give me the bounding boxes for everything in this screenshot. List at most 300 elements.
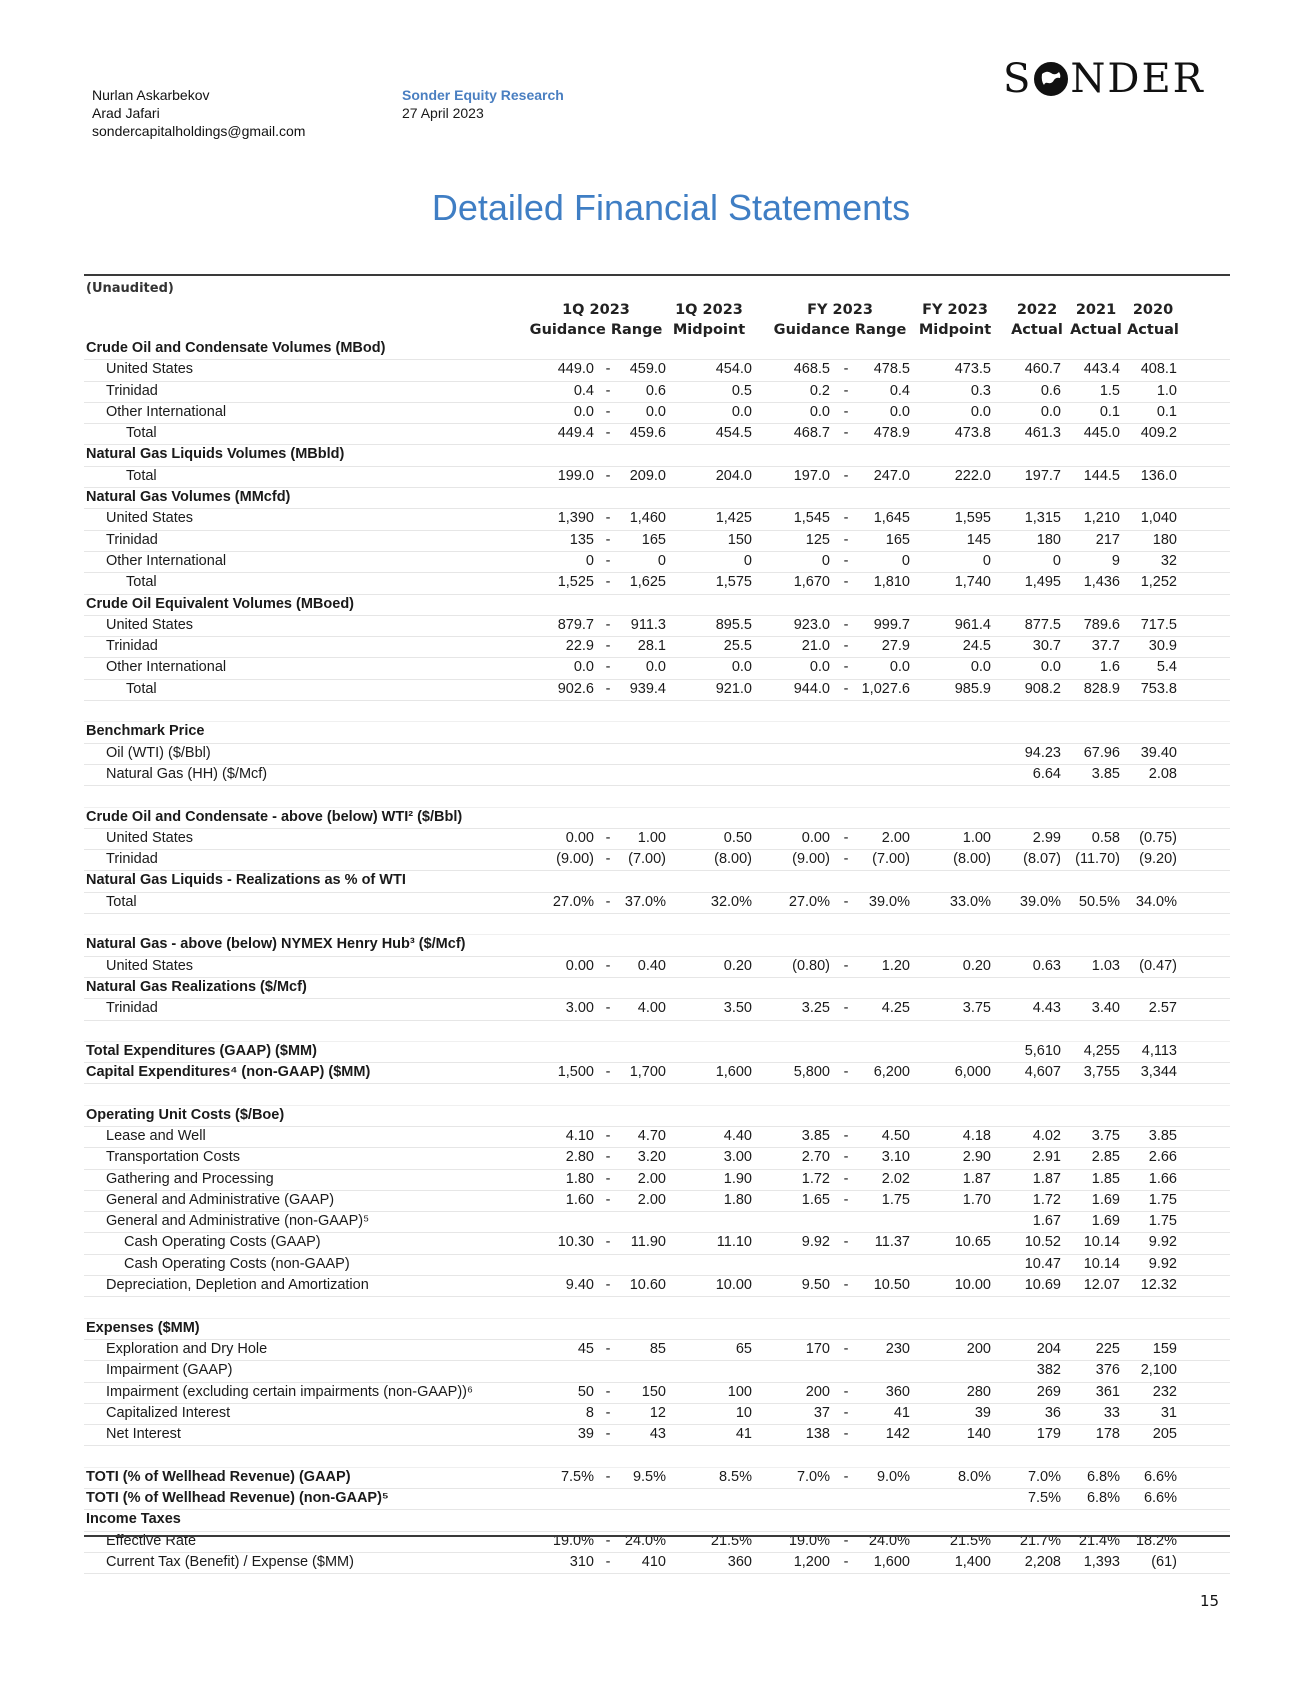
cell-q-mid: 10 [735, 1404, 752, 1421]
row-label: Transportation Costs [106, 1149, 241, 1166]
cell-q-lo: 0.0 [573, 403, 594, 420]
cell-q-mid: 10.00 [715, 1277, 752, 1294]
cell-a21: 3.75 [1091, 1127, 1120, 1144]
cell-q-lo: 879.7 [557, 616, 594, 633]
cell-a22: (8.07) [1023, 851, 1061, 868]
cell-a20: 2.66 [1148, 1149, 1177, 1166]
row-label: Total [126, 467, 157, 484]
table-row [84, 1255, 1230, 1276]
cell-fy-mid: 10.65 [954, 1234, 991, 1251]
cell-a22: 5,610 [1024, 1042, 1061, 1059]
cell-a20: 30.9 [1148, 638, 1177, 655]
row-label: Cash Operating Costs (non-GAAP) [124, 1255, 350, 1272]
cell-a22: 460.7 [1024, 361, 1061, 378]
range-dash: - [605, 382, 611, 399]
cell-a22: 0 [1052, 552, 1061, 569]
cell-a22: 7.5% [1027, 1490, 1061, 1507]
cell-fy-mid: (8.00) [953, 851, 991, 868]
cell-a20: 9.92 [1148, 1255, 1177, 1272]
table-row [84, 957, 1230, 978]
cell-fy-lo: (9.00) [792, 851, 830, 868]
table-row [84, 531, 1230, 552]
range-dash: - [843, 1426, 849, 1443]
cell-fy-hi: 230 [885, 1340, 910, 1357]
cell-a20: 9.92 [1148, 1234, 1177, 1251]
cell-q-mid: 0.20 [723, 957, 752, 974]
cell-a21: 50.5% [1078, 893, 1120, 910]
cell-a21: 4,255 [1083, 1042, 1120, 1059]
cell-a20: 18.2% [1135, 1532, 1177, 1549]
cell-a20: 232 [1152, 1383, 1177, 1400]
cell-q-hi: 28.1 [637, 638, 666, 655]
cell-a20: 6.6% [1143, 1490, 1177, 1507]
spacer-row [84, 786, 1230, 807]
column-header-line1: 1Q 2023 [562, 302, 630, 318]
range-dash: - [843, 1553, 849, 1570]
column-header [1066, 300, 1126, 340]
logo-letter-s: S [1003, 56, 1033, 102]
cell-q-lo: 0.0 [573, 659, 594, 676]
range-dash: - [605, 1426, 611, 1443]
row-label: Natural Gas Liquids - Realizations as % of WTI [86, 872, 406, 889]
cell-fy-lo: 3.25 [801, 1000, 830, 1017]
row-label: Trinidad [106, 851, 158, 868]
section-row [84, 1042, 1230, 1063]
cell-q-lo: 9.40 [565, 1277, 594, 1294]
cell-a21: 1.5 [1099, 382, 1120, 399]
cell-fy-lo: 197.0 [793, 467, 830, 484]
cell-fy-lo: 0.0 [809, 659, 830, 676]
cell-fy-mid: 10.00 [954, 1277, 991, 1294]
cell-a21: 0.1 [1099, 403, 1120, 420]
range-dash: - [843, 1149, 849, 1166]
cell-fy-lo: 468.5 [793, 361, 830, 378]
row-label: Capital Expenditures⁴ (non-GAAP) ($MM) [86, 1064, 371, 1081]
cell-fy-lo: (0.80) [792, 957, 830, 974]
cell-q-lo: 1,500 [557, 1064, 594, 1081]
table-row [84, 1127, 1230, 1148]
cell-a22: 36 [1044, 1404, 1061, 1421]
column-header-line2: Midpoint [672, 322, 746, 338]
table-row [84, 893, 1230, 914]
cell-q-lo: 2.80 [565, 1149, 594, 1166]
row-label: General and Administrative (GAAP) [106, 1191, 335, 1208]
cell-fy-hi: 39.0% [868, 893, 910, 910]
column-header-line2: Actual [1011, 322, 1063, 338]
table-row [84, 744, 1230, 765]
cell-q-lo: 0.00 [565, 957, 594, 974]
cell-fy-lo: 37 [813, 1404, 830, 1421]
cell-fy-lo: 1,670 [793, 574, 830, 591]
cell-q-hi: 209.0 [629, 467, 666, 484]
row-label: United States [106, 361, 194, 378]
range-dash: - [843, 957, 849, 974]
cell-fy-lo: 5,800 [793, 1064, 830, 1081]
cell-fy-hi: 3.10 [881, 1149, 910, 1166]
cell-fy-hi: 165 [885, 531, 910, 548]
spacer-row [84, 1297, 1230, 1318]
cell-a20: 1,252 [1140, 574, 1177, 591]
cell-fy-mid: 0 [982, 552, 991, 569]
range-dash: - [843, 510, 849, 527]
cell-fy-lo: 7.0% [796, 1468, 830, 1485]
cell-fy-mid: 1.87 [962, 1170, 991, 1187]
cell-q-hi: 4.70 [637, 1127, 666, 1144]
cell-a20: 408.1 [1140, 361, 1177, 378]
section-row [84, 871, 1230, 892]
cell-a20: 2.08 [1148, 765, 1177, 782]
cell-q-hi: 2.00 [637, 1170, 666, 1187]
cell-q-mid: 1,600 [715, 1064, 752, 1081]
cell-fy-hi: 11.37 [874, 1234, 910, 1251]
row-label: Capitalized Interest [106, 1404, 231, 1421]
row-label: Natural Gas (HH) ($/Mcf) [106, 765, 268, 782]
cell-fy-lo: 1.65 [801, 1191, 830, 1208]
cell-a22: 1.87 [1032, 1170, 1061, 1187]
cell-fy-mid: 1,595 [954, 510, 991, 527]
row-label: United States [106, 616, 194, 633]
row-label: Natural Gas Realizations ($/Mcf) [86, 978, 307, 995]
row-label: General and Administrative (non-GAAP)⁵ [106, 1213, 370, 1230]
cell-q-lo: 0.00 [565, 829, 594, 846]
cell-fy-mid: 24.5 [962, 638, 991, 655]
cell-fy-mid: 961.4 [954, 616, 991, 633]
row-label: Total [106, 893, 137, 910]
cell-q-mid: 3.50 [723, 1000, 752, 1017]
range-dash: - [843, 467, 849, 484]
cell-q-hi: 1,625 [629, 574, 666, 591]
cell-a21: 3.85 [1091, 765, 1120, 782]
cell-q-lo: 449.0 [557, 361, 594, 378]
range-dash: - [605, 893, 611, 910]
cell-a20: 6.6% [1143, 1468, 1177, 1485]
cell-a21: 1.69 [1091, 1191, 1120, 1208]
table-top-rule [84, 274, 1230, 276]
cell-q-hi: 37.0% [624, 893, 666, 910]
cell-q-hi: 459.6 [629, 425, 666, 442]
range-dash: - [605, 1000, 611, 1017]
cell-fy-lo: 125 [805, 531, 830, 548]
table-row [84, 999, 1230, 1020]
table-row [84, 658, 1230, 679]
cell-a20: (61) [1151, 1553, 1177, 1570]
cell-a22: 7.0% [1027, 1468, 1061, 1485]
table-row [84, 1233, 1230, 1254]
cell-fy-lo: 944.0 [793, 680, 830, 697]
cell-a21: 12.07 [1083, 1277, 1120, 1294]
cell-fy-lo: 923.0 [793, 616, 830, 633]
section-row [84, 722, 1230, 743]
range-dash: - [605, 680, 611, 697]
table-row [84, 765, 1230, 786]
cell-fy-mid: 6,000 [954, 1064, 991, 1081]
cell-q-lo: 8 [585, 1404, 594, 1421]
column-header [526, 300, 666, 340]
cell-a21: 10.14 [1083, 1234, 1120, 1251]
cell-a21: 1.69 [1091, 1213, 1120, 1230]
row-label: Operating Unit Costs ($/Boe) [86, 1106, 285, 1123]
range-dash: - [605, 659, 611, 676]
sonder-logo [1003, 56, 1205, 102]
cell-a22: 2.99 [1032, 829, 1061, 846]
cell-fy-hi: 2.02 [881, 1170, 910, 1187]
column-header-line1: 2020 [1132, 302, 1174, 318]
cell-a21: 37.7 [1091, 638, 1120, 655]
logo-letters-nder: NDER [1070, 56, 1205, 102]
range-dash: - [843, 382, 849, 399]
table-row [84, 1404, 1230, 1425]
cell-a22: 94.23 [1024, 744, 1061, 761]
cell-q-mid: 360 [727, 1553, 752, 1570]
row-label: Benchmark Price [86, 723, 205, 740]
cell-q-mid: 11.10 [716, 1234, 752, 1251]
section-row [84, 595, 1230, 616]
spacer-row [84, 914, 1230, 935]
cell-a21: 789.6 [1083, 616, 1120, 633]
research-block [402, 86, 564, 122]
row-label: TOTI (% of Wellhead Revenue) (non-GAAP)⁵ [86, 1490, 389, 1507]
range-dash: - [605, 1234, 611, 1251]
author-block [92, 86, 305, 140]
table-row [84, 1212, 1230, 1233]
column-header [770, 300, 910, 340]
cell-q-hi: 410 [641, 1553, 666, 1570]
cell-a20: 32 [1160, 552, 1177, 569]
cell-q-mid: 895.5 [715, 616, 752, 633]
row-label: Income Taxes [86, 1511, 181, 1528]
table-row [84, 467, 1230, 488]
section-row [84, 1106, 1230, 1127]
range-dash: - [843, 425, 849, 442]
section-row [84, 1468, 1230, 1489]
cell-a21: 6.8% [1086, 1468, 1120, 1485]
cell-a22: 4.02 [1032, 1127, 1061, 1144]
row-label: Crude Oil and Condensate - above (below) WTI² ($/Bbl) [86, 808, 463, 825]
row-label: Oil (WTI) ($/Bbl) [106, 744, 211, 761]
table-row [84, 424, 1230, 445]
cell-a22: 269 [1036, 1383, 1061, 1400]
section-row [84, 1489, 1230, 1510]
cell-a20: 4,113 [1141, 1042, 1177, 1059]
cell-fy-mid: 473.5 [954, 361, 991, 378]
column-header [664, 300, 754, 340]
range-dash: - [605, 361, 611, 378]
spacer-row [84, 1084, 1230, 1105]
cell-q-lo: 449.4 [557, 425, 594, 442]
range-dash: - [605, 1170, 611, 1187]
range-dash: - [843, 1127, 849, 1144]
globe-icon [1033, 61, 1069, 97]
cell-q-hi: 11.90 [630, 1234, 666, 1251]
cell-a21: 6.8% [1086, 1490, 1120, 1507]
cell-fy-lo: 0.00 [801, 829, 830, 846]
range-dash: - [843, 1191, 849, 1208]
cell-q-hi: 150 [641, 1383, 666, 1400]
range-dash: - [605, 552, 611, 569]
cell-q-hi: 0.40 [637, 957, 666, 974]
range-dash: - [843, 1340, 849, 1357]
cell-q-hi: 2.00 [637, 1191, 666, 1208]
cell-a20: (0.47) [1139, 957, 1177, 974]
cell-a20: 753.8 [1140, 680, 1177, 697]
cell-a20: 136.0 [1140, 467, 1177, 484]
cell-fy-lo: 468.7 [793, 425, 830, 442]
row-label: Lease and Well [106, 1127, 206, 1144]
row-label: Impairment (excluding certain impairments (non-GAAP))⁶ [106, 1383, 473, 1400]
range-dash: - [843, 403, 849, 420]
range-dash: - [843, 1170, 849, 1187]
cell-fy-hi: 247.0 [873, 467, 910, 484]
cell-q-hi: 43 [649, 1426, 666, 1443]
cell-a22: 908.2 [1024, 680, 1061, 697]
table-row [84, 1340, 1230, 1361]
cell-a20: (9.20) [1139, 851, 1177, 868]
cell-q-hi: 85 [649, 1340, 666, 1357]
range-dash: - [843, 1000, 849, 1017]
cell-q-mid: 41 [735, 1426, 752, 1443]
cell-q-mid: (8.00) [714, 851, 752, 868]
cell-q-lo: 7.5% [560, 1468, 594, 1485]
cell-a21: 1,393 [1083, 1553, 1120, 1570]
range-dash: - [605, 1383, 611, 1400]
cell-a22: 0.6 [1040, 382, 1061, 399]
cell-a22: 197.7 [1024, 467, 1061, 484]
range-dash: - [843, 531, 849, 548]
range-dash: - [843, 552, 849, 569]
cell-q-lo: 39 [577, 1426, 594, 1443]
cell-q-mid: 1.80 [723, 1191, 752, 1208]
cell-fy-mid: 145 [966, 531, 991, 548]
cell-q-lo: 22.9 [565, 638, 594, 655]
cell-fy-hi: 0.0 [889, 403, 910, 420]
range-dash: - [605, 1277, 611, 1294]
row-label: Trinidad [106, 382, 158, 399]
cell-a20: 2,100 [1140, 1362, 1177, 1379]
cell-q-mid: 32.0% [710, 893, 752, 910]
cell-fy-mid: 1.00 [962, 829, 991, 846]
author-name: Nurlan Askarbekov [92, 87, 210, 103]
cell-q-hi: 1.00 [637, 829, 666, 846]
cell-q-lo: 50 [577, 1383, 594, 1400]
cell-a22: 1.67 [1032, 1213, 1061, 1230]
cell-a21: 10.14 [1083, 1255, 1120, 1272]
cell-fy-hi: 1,645 [873, 510, 910, 527]
row-label: Exploration and Dry Hole [106, 1340, 268, 1357]
cell-q-mid: 0.50 [723, 829, 752, 846]
cell-fy-lo: 21.0 [801, 638, 830, 655]
cell-a22: 4.43 [1032, 1000, 1061, 1017]
range-dash: - [605, 403, 611, 420]
table-bottom-rule [84, 1535, 1230, 1537]
cell-fy-lo: 2.70 [801, 1149, 830, 1166]
range-dash: - [605, 1468, 611, 1485]
range-dash: - [605, 1553, 611, 1570]
cell-a21: 376 [1095, 1362, 1120, 1379]
cell-q-hi: (7.00) [628, 851, 666, 868]
cell-q-hi: 1,700 [629, 1064, 666, 1081]
cell-a22: 877.5 [1024, 616, 1061, 633]
cell-q-lo: 3.00 [565, 1000, 594, 1017]
cell-fy-mid: 140 [966, 1426, 991, 1443]
cell-fy-hi: 4.50 [881, 1127, 910, 1144]
range-dash: - [605, 1064, 611, 1081]
cell-q-mid: 25.5 [723, 638, 752, 655]
table-row [84, 382, 1230, 403]
cell-fy-lo: 0 [821, 552, 830, 569]
cell-a20: 31 [1160, 1404, 1177, 1421]
range-dash: - [605, 616, 611, 633]
cell-fy-lo: 9.92 [801, 1234, 830, 1251]
cell-a21: 217 [1095, 531, 1120, 548]
cell-fy-hi: 9.0% [876, 1468, 910, 1485]
section-row [84, 339, 1230, 360]
cell-a22: 10.69 [1024, 1277, 1061, 1294]
cell-a21: 9 [1111, 552, 1120, 569]
row-label: Net Interest [106, 1426, 181, 1443]
cell-q-lo: 1.60 [565, 1191, 594, 1208]
cell-q-mid: 1,425 [715, 510, 752, 527]
cell-q-lo: 4.10 [565, 1127, 594, 1144]
cell-fy-hi: 478.5 [873, 361, 910, 378]
cell-a22: 1,315 [1024, 510, 1061, 527]
section-row [84, 1510, 1230, 1531]
cell-a22: 4,607 [1024, 1064, 1061, 1081]
table-row [84, 637, 1230, 658]
column-header-line1: FY 2023 [807, 302, 873, 318]
range-dash: - [605, 1532, 611, 1549]
cell-fy-hi: 360 [885, 1383, 910, 1400]
cell-q-mid: 8.5% [718, 1468, 752, 1485]
cell-q-mid: 100 [727, 1383, 752, 1400]
column-header-line2: Actual [1127, 322, 1179, 338]
cell-fy-hi: 0.4 [889, 382, 910, 399]
cell-a22: 0.0 [1040, 403, 1061, 420]
cell-a22: 1,495 [1024, 574, 1061, 591]
table-row [84, 1425, 1230, 1446]
cell-a20: 34.0% [1135, 893, 1177, 910]
cell-q-mid: 65 [735, 1340, 752, 1357]
row-label: Trinidad [106, 638, 158, 655]
research-label: Sonder Equity Research [402, 87, 564, 103]
financial-table [84, 339, 1230, 1574]
cell-a20: (0.75) [1139, 829, 1177, 846]
table-row [84, 680, 1230, 701]
cell-q-lo: 45 [577, 1340, 594, 1357]
cell-q-lo: 19.0% [552, 1532, 594, 1549]
row-label: Trinidad [106, 531, 158, 548]
author-email: sondercapitalholdings@gmail.com [92, 123, 306, 139]
cell-fy-lo: 3.85 [801, 1127, 830, 1144]
cell-fy-mid: 4.18 [962, 1127, 991, 1144]
table-row [84, 1383, 1230, 1404]
cell-a21: 67.96 [1083, 744, 1120, 761]
range-dash: - [843, 1383, 849, 1400]
range-dash: - [843, 1404, 849, 1421]
range-dash: - [843, 616, 849, 633]
cell-fy-hi: 999.7 [873, 616, 910, 633]
cell-fy-lo: 27.0% [788, 893, 830, 910]
cell-a22: 0.0 [1040, 659, 1061, 676]
row-label: United States [106, 829, 194, 846]
cell-fy-mid: 1,400 [954, 1553, 991, 1570]
range-dash: - [843, 574, 849, 591]
range-dash: - [605, 1127, 611, 1144]
column-header-line1: 1Q 2023 [675, 302, 743, 318]
row-label: Natural Gas - above (below) NYMEX Henry Hub³ ($/Mcf) [86, 936, 466, 953]
cell-q-mid: 1.90 [723, 1170, 752, 1187]
cell-fy-mid: 33.0% [949, 893, 991, 910]
range-dash: - [605, 851, 611, 868]
